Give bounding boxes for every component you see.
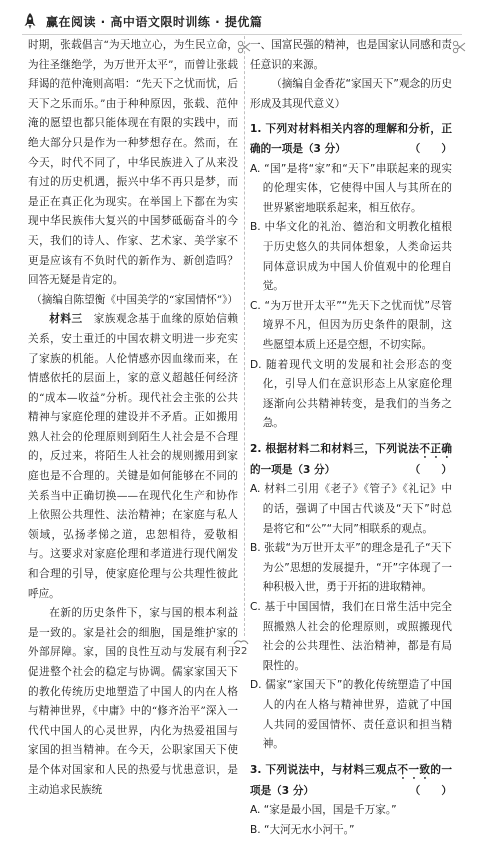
material-three-body: 家族观念基于血缘的原始信赖关系，安土重迁的中国农耕文明进一步充实了家族的机能。人伦情感亦因血缘而来，在情感依托的层面上，家的意义超越任何经济的“成本—收益”分析。现代社会主张的公共精神与家庭伦理的建设并不矛盾。正如搬用熟人社会的伦理原则到陌生人社会是不合理的，反过来，将陌生人社会的规则搬用到家庭也是不合理的。关键是如何能够在不同的关系当中正确切换——在现代化生产和协作上依照公共理性、法治精神；在家庭与私人领域，弘扬孝悌之道，忠恕相待，爱敬相与。这要求对家庭伦理和孝道进行现代阐发和合理的引导，使家庭伦理与公共理性彼此呼应。 — [28, 313, 239, 600]
question-2 — [250, 440, 452, 755]
option-a[interactable]: A. 材料二引用《老子》《管子》《礼记》中的话，强调了中国古代谈及“天下”时总是将它和“公”“大同”相联系的观点。 — [250, 483, 452, 535]
page-number-text: 22 — [234, 646, 248, 657]
rocket-logo-icon — [22, 12, 38, 30]
passage-paragraph: 时期，张载倡言“为天地立心，为生民立命，为往圣继绝学，为万世开太平”，而曾让张载拜谒的范仲淹则高唱：“先天下之忧而忧，后天下之乐而乐。”由于种种原因，张载、范仲淹的愿望也都只能体现在有限的实践中，而绝大部分只是作为一种梦想存在。然而，在今天，时代不同了，中华民族进入了从来没有过的历史机遇，振兴中华不再只是梦，而是正在真正化为现实。在举国上下都在为实现中华民族伟大复兴的中国梦砥砺奋斗的今天，我们的诗人、作家、艺术家、美学家不更是应该有不负时代的新作为、新创造吗？回答无疑是肯定的。 — [28, 39, 238, 287]
option-b[interactable]: B. 中华文化的礼治、德治和文明教化植根于历史悠久的共同体想象，人类命运共同体意识成为中国人价值观中的伦理自觉。 — [250, 221, 452, 293]
answer-blank[interactable]: （ ） — [409, 142, 452, 155]
option-a[interactable]: A. “国”是将“家”和“天下”串联起来的现实的伦理实体，它使得中国人与其所在的世界紧密地联系起来，相互依存。 — [250, 162, 452, 214]
source-citation-2: （摘编自金香花“家国天下”观念的历史形成及其现代意义） — [250, 78, 452, 110]
right-column — [250, 36, 452, 841]
question-3 — [250, 761, 452, 841]
laurel-icon — [232, 638, 250, 646]
header-title: 赢在阅读 · 高中语文限时训练 · 提优篇 — [46, 14, 263, 29]
scissors-icon — [237, 40, 251, 54]
page-number — [228, 638, 254, 658]
material-three-heading: 材料三 — [49, 313, 83, 326]
answer-blank[interactable]: （ ） — [409, 463, 452, 476]
question-1 — [250, 120, 452, 434]
option-c[interactable]: C. 基于中国国情，我们在日常生活中完全照搬熟人社会的伦理原则，或照搬现代社会的公共理性、法治精神，都是有局限性的。 — [250, 601, 452, 672]
question-1-stem: 1. 下列对材料相关内容的理解和分析，正确的一项是（3 分） （ ） — [250, 120, 452, 159]
question-2-stem: 2. 根据材料二和材料三，下列说法不正确的一项是（3 分） （ ） — [250, 440, 452, 481]
page-header — [22, 10, 462, 32]
passage-continuation: 一、国富民强的精神，也是国家认同感和责任意识的来源。 — [250, 39, 452, 71]
scissors-icon-right — [452, 40, 466, 54]
column-divider — [244, 36, 245, 636]
option-d[interactable]: D. 随着现代文明的发展和社会形态的变化，引导人们在意识形态上从家庭伦理逐渐向公共精神转变，是我们的当务之急。 — [250, 358, 452, 430]
source-citation: （摘编自陈望衡《中国美学的“家国情怀”》） — [31, 293, 238, 306]
header-rule — [22, 34, 462, 35]
option-b[interactable]: B. “大河无水小河干。” — [250, 823, 355, 836]
option-a[interactable]: A. “家是最小国，国是千万家。” — [250, 804, 397, 817]
option-d[interactable]: D. 儒家“家国天下”的教化传统塑造了中国人的内在人格与精神世界，造就了中国人共同的爱国情怀、责任意识和担当精神。 — [250, 679, 452, 751]
answer-blank[interactable]: （ ） — [409, 784, 452, 797]
question-3-stem: 3. 下列说法中，与材料三观点不一致的一项是（3 分） （ ） — [250, 761, 452, 802]
option-c[interactable]: C. “为万世开太平”“先天下之忧而忧”尽管境界不凡，但因为历史条件的限制，这些愿望本质上还是空想，不切实际。 — [250, 299, 452, 351]
passage-paragraph-final: 在新的历史条件下，家与国的根本利益是一致的。家是社会的细胞，国是维护家的外部屏障。家，国的良性互动与发展有利于促进整个社会的稳定与协调。儒家家国天下的教化传统历史地塑造了中国人的内在人格与精神世界，《中庸》中的“修齐治平”深入一代代中国人的心灵世界，内化为热爱祖国与家国的担当精神。在今天，公职家国天下使是个体对国家和人民的热爱与忧患意识，是主动追求民族统 — [28, 607, 238, 796]
option-b[interactable]: B. 张载“为万世开太平”的理念是孔子“天下为公”思想的发展提升，“开”字体现了一种积极入世，勇于开拓的进取精神。 — [250, 542, 452, 594]
material-three-paragraph — [28, 310, 238, 604]
left-column — [28, 36, 238, 800]
